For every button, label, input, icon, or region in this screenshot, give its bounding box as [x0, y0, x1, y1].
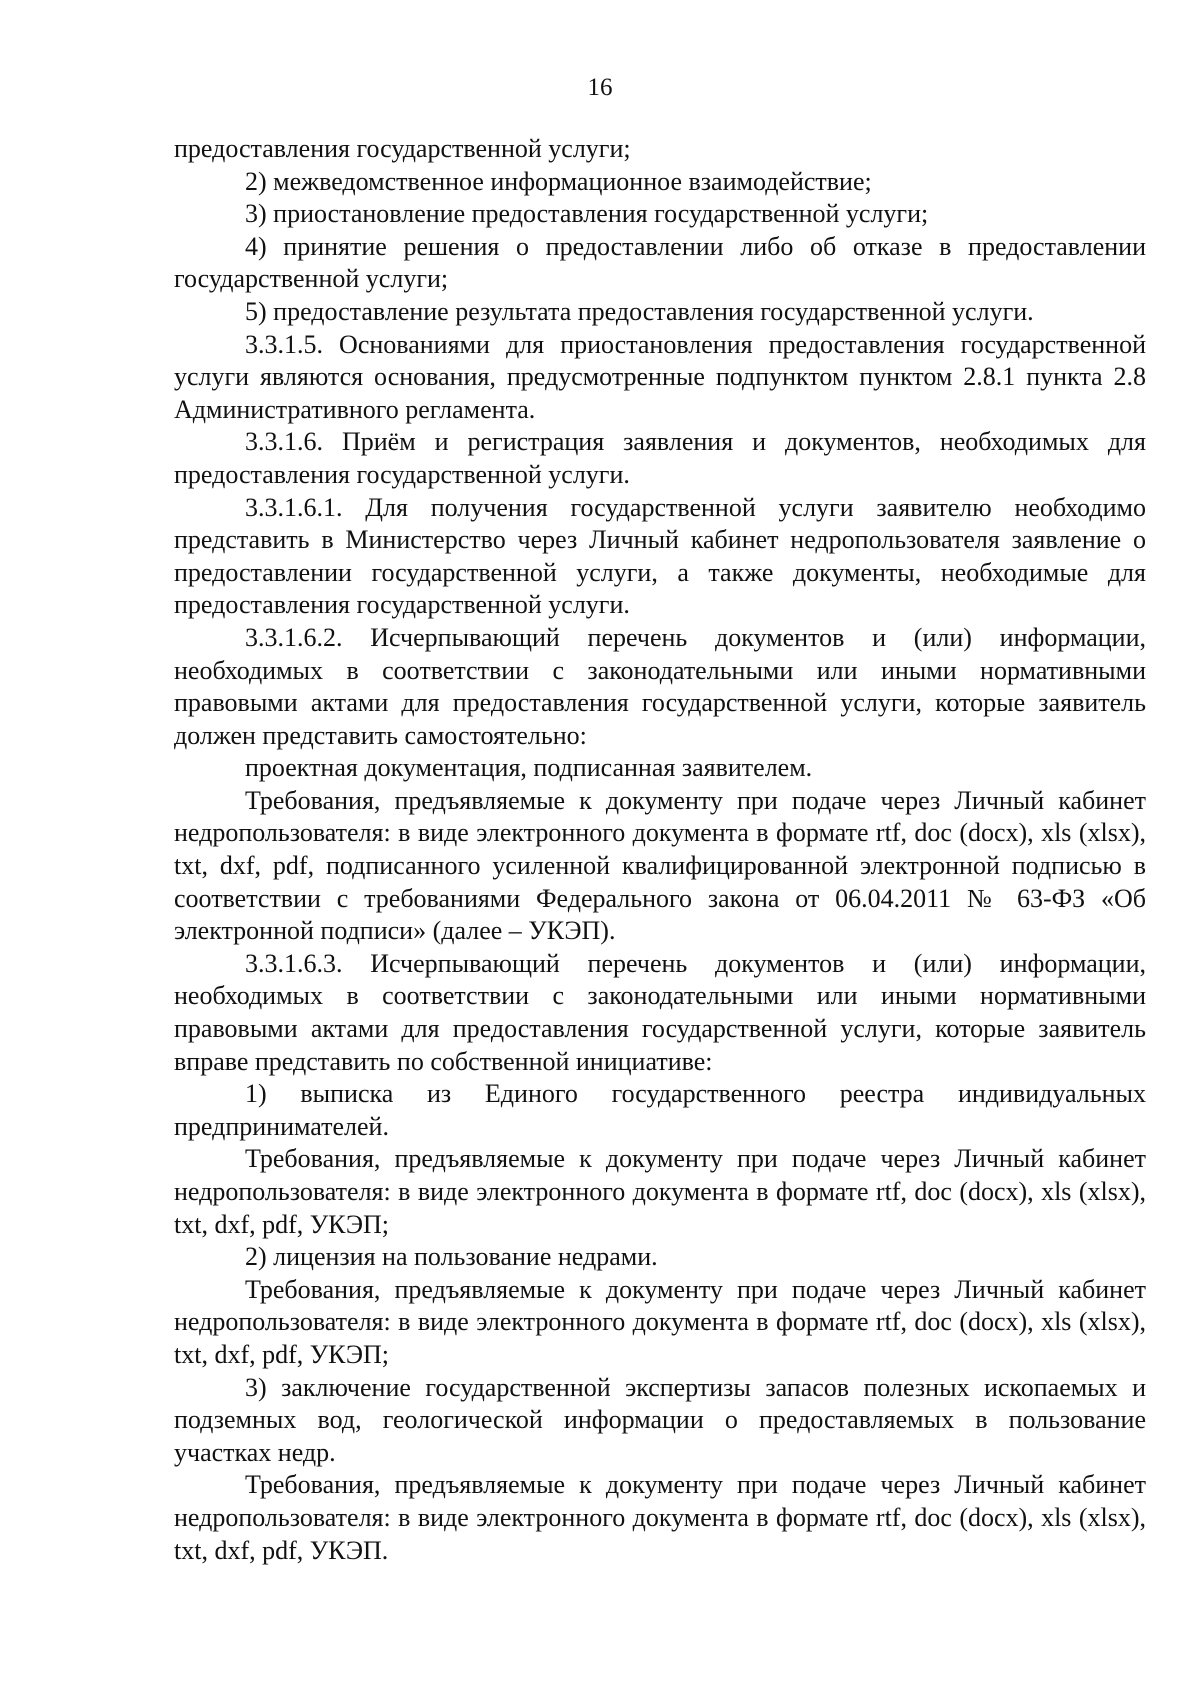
list-item-state-expertise: 3) заключение государственной экспертизы запасов полезных ископаемых и подземных вод, геологической информации о предоставляемых в пользование участках недр. [174, 1372, 1146, 1467]
document-body [174, 133, 1146, 1567]
page-number: 16 [587, 74, 613, 101]
clause-3-3-1-6: 3.3.1.6. Приём и регистрация заявления и документов, необходимых для предоставления государственной услуги. [174, 427, 1146, 489]
list-item-subsoil-license: 2) лицензия на пользование недрами. [245, 1242, 658, 1272]
list-item-result: 5) предоставление результата предоставления государственной услуги. [245, 296, 1034, 326]
paragraph-continuation: предоставления государственной услуги; [174, 134, 631, 163]
list-item-decision: 4) принятие решения о предоставлении либо об отказе в предоставлении государственной услуги; [174, 231, 1146, 294]
clause-3-3-1-6-3: 3.3.1.6.3. Исчерпывающий перечень документов и (или) информации, необходимых в соответствии с законодательными или иными нормативными правовыми актами для предоставления государственной услуги, которые заявитель вправе представить по собственной инициативе: [174, 948, 1146, 1076]
list-item-interagency-interaction: 2) межведомственное информационное взаимодействие; [245, 166, 872, 196]
paragraph-requirements-ukep-definition: Требования, предъявляемые к документу при подаче через Личный кабинет недропользователя: в виде электронного документа в формате rtf, doc (docx), xls (xlsx), txt, dxf, pdf, подписанного усиленной квалифицированной электронной подписью в соответствии с требованиями Федерального закона от 06.04.2011 № 63-ФЗ «Об электронной подписи» (далее – УКЭП). [174, 785, 1146, 946]
list-item-registry-extract: 1) выписка из Единого государственного реестра индивидуальных предпринимателей. [174, 1079, 1146, 1141]
paragraph-requirements-3: Требования, предъявляемые к документу при подаче через Личный кабинет недропользователя: в виде электронного документа в формате rtf, doc (docx), xls (xlsx), txt, dxf, pdf, УКЭП. [174, 1470, 1146, 1565]
clause-3-3-1-6-2: 3.3.1.6.2. Исчерпывающий перечень документов и (или) информации, необходимых в соответствии с законодательными или иными нормативными правовыми актами для предоставления государственной услуги, которые заявитель должен представить самостоятельно: [174, 622, 1146, 750]
paragraph-requirements-1: Требования, предъявляемые к документу при подаче через Личный кабинет недропользователя: в виде электронного документа в формате rtf, doc (docx), xls (xlsx), txt, dxf, pdf, УКЭП; [174, 1144, 1146, 1239]
paragraph-project-documentation: проектная документация, подписанная заявителем. [245, 753, 813, 783]
paragraph-requirements-2: Требования, предъявляемые к документу при подаче через Личный кабинет недропользователя: в виде электронного документа в формате rtf, doc (docx), xls (xlsx), txt, dxf, pdf, УКЭП; [174, 1274, 1146, 1369]
clause-3-3-1-5: 3.3.1.5. Основаниями для приостановления предоставления государственной услуги являются основания, предусмотренные подпунктом пунктом 2.8.1 пункта 2.8 Административного регламента. [174, 329, 1146, 424]
clause-3-3-1-6-1: 3.3.1.6.1. Для получения государственной услуги заявителю необходимо представить в Министерство через Личный кабинет недропользователя заявление о предоставлении государственной услуги, а также документы, необходимые для предоставления государственной услуги. [174, 492, 1146, 620]
list-item-suspension: 3) приостановление предоставления государственной услуги; [245, 199, 929, 229]
